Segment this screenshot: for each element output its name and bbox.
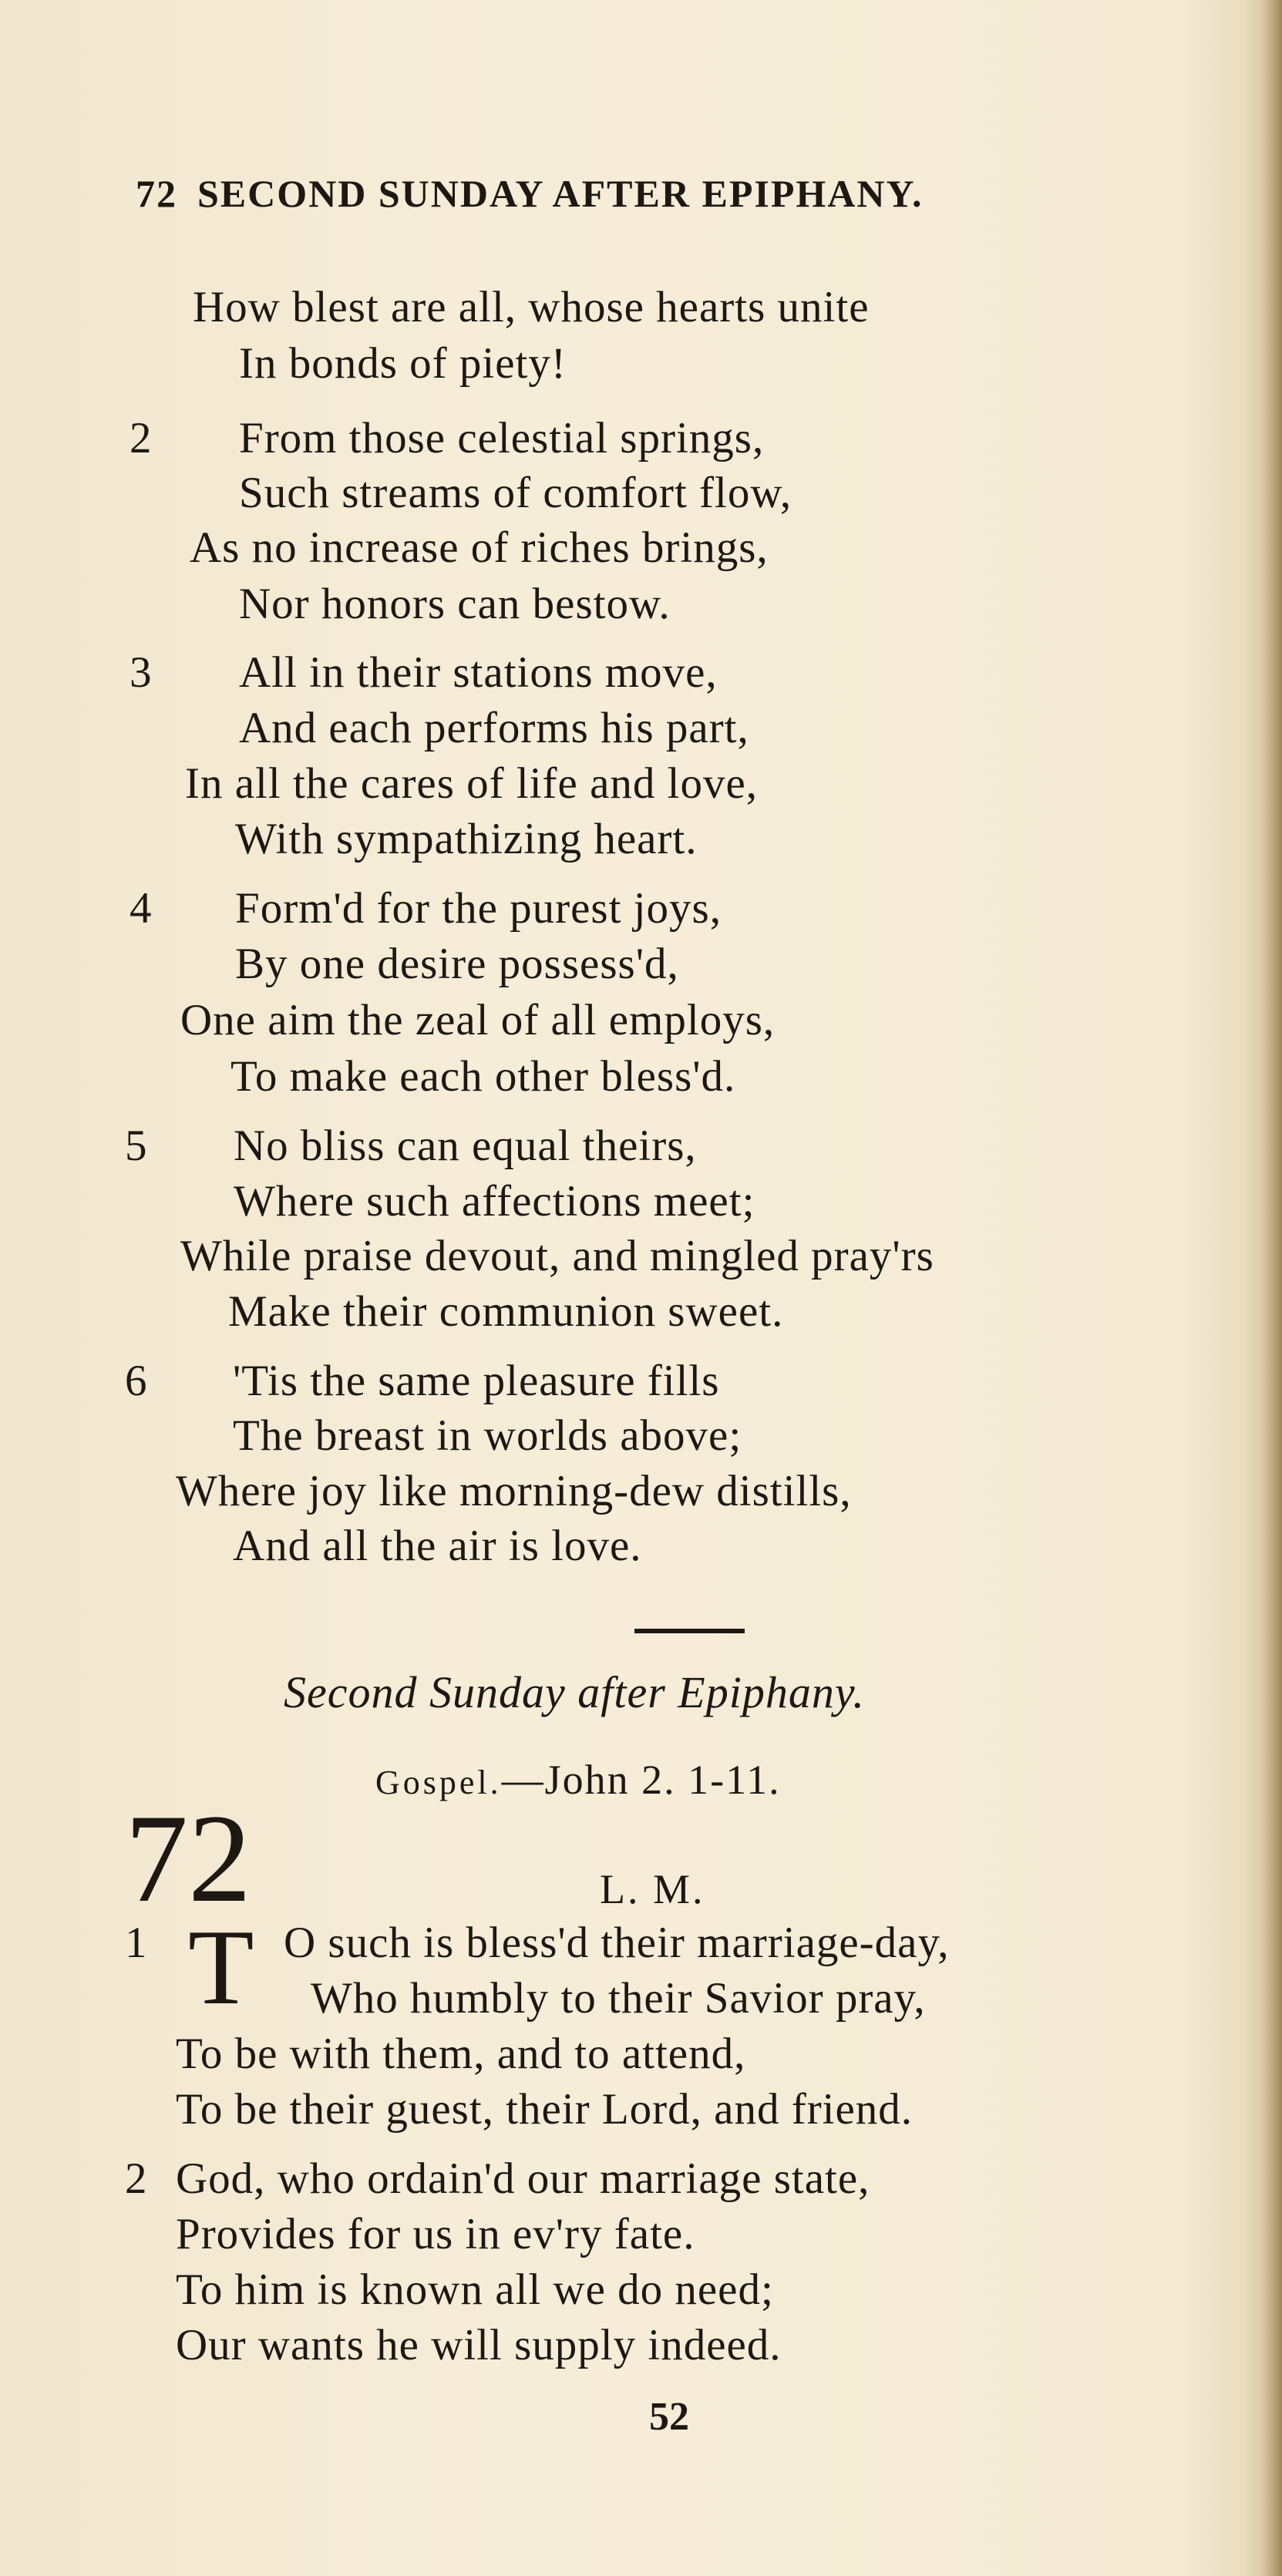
- verse-line: Nor honors can bestow.: [239, 580, 671, 628]
- verse-number: 5: [125, 1122, 147, 1170]
- gospel-dash: —: [501, 1757, 545, 1803]
- verse-number: 6: [125, 1357, 147, 1405]
- verse-line: One aim the zeal of all employs,: [180, 996, 776, 1044]
- verse-number: 4: [130, 884, 152, 933]
- verse-line: To be with them, and to attend,: [176, 2030, 746, 2078]
- verse-line: While praise devout, and mingled pray'rs: [180, 1232, 934, 1280]
- signature-mark: 52: [649, 2395, 689, 2439]
- verse-number: 1: [125, 1919, 147, 1967]
- verse-line: Provides for us in ev'ry fate.: [176, 2210, 695, 2258]
- verse-number: 3: [130, 648, 152, 697]
- page-edge: [1262, 0, 1282, 2576]
- running-title: SECOND SUNDAY AFTER EPIPHANY.: [197, 172, 924, 215]
- verse-line: As no increase of riches brings,: [190, 523, 769, 572]
- gospel-label: Gospel.: [375, 1764, 502, 1801]
- hymn-number: 72: [125, 1789, 251, 1929]
- verse-line: In all the cares of life and love,: [185, 759, 759, 808]
- hymn-meter: L. M.: [600, 1866, 705, 1912]
- verse-line: 'Tis the same pleasure fills: [233, 1357, 720, 1405]
- verse-line: Who humbly to their Savior pray,: [311, 1974, 926, 2023]
- section-title: Second Sunday after Epiphany.: [284, 1667, 865, 1717]
- verse-line: In bonds of piety!: [239, 339, 567, 388]
- gospel-reference: [375, 1756, 781, 1804]
- verse-line: Make their communion sweet.: [228, 1287, 784, 1336]
- verse-line: Where such affections meet;: [234, 1177, 755, 1226]
- verse-number: 2: [130, 414, 152, 462]
- verse-line: All in their stations move,: [239, 648, 718, 697]
- verse-line: Form'd for the purest joys,: [235, 884, 722, 933]
- page-number: 72: [136, 172, 177, 215]
- verse-line: To him is known all we do need;: [176, 2265, 774, 2314]
- verse-line: And each performs his part,: [239, 704, 749, 752]
- verse-line: And all the air is love.: [233, 1522, 642, 1570]
- verse-line: Our wants he will supply indeed.: [176, 2321, 782, 2369]
- drop-cap: T: [188, 1908, 254, 2027]
- verse-line: God, who ordain'd our marriage state,: [176, 2154, 870, 2203]
- verse-line: The breast in worlds above;: [233, 1411, 742, 1460]
- verse-line: To make each other bless'd.: [230, 1052, 736, 1101]
- verse-line: With sympathizing heart.: [235, 815, 698, 863]
- running-header: [136, 171, 924, 216]
- verse-line: How blest are all, whose hearts unite: [193, 283, 870, 331]
- gospel-citation: John 2. 1-11.: [544, 1757, 781, 1803]
- verse-line: By one desire possess'd,: [235, 940, 679, 988]
- verse-line: Such streams of comfort flow,: [239, 469, 792, 517]
- verse-line: No bliss can equal theirs,: [234, 1122, 697, 1170]
- verse-line: To be their guest, their Lord, and friend.: [176, 2085, 914, 2134]
- verse-line: O such is bless'd their marriage-day,: [284, 1919, 950, 1967]
- verse-number: 2: [125, 2154, 147, 2203]
- verse-line: From those celestial springs,: [239, 414, 765, 462]
- verse-line: Where joy like morning-dew distills,: [176, 1467, 852, 1515]
- section-divider: [634, 1629, 745, 1633]
